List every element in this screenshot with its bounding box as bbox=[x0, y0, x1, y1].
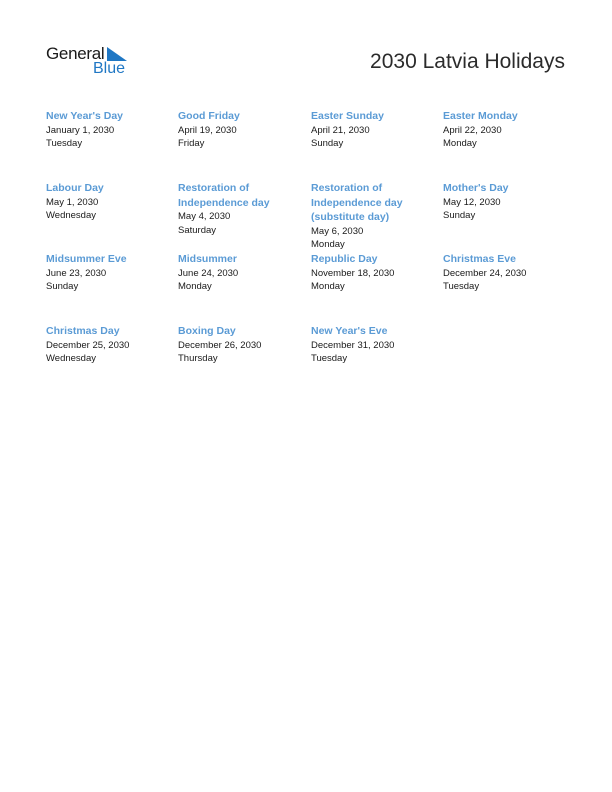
holiday-date: June 24, 2030 bbox=[178, 267, 239, 279]
holiday-weekday: Monday bbox=[443, 138, 477, 149]
holiday-item bbox=[178, 109, 306, 151]
holiday-item bbox=[178, 252, 306, 294]
holiday-name: Mother's Day bbox=[443, 182, 509, 194]
holiday-date: April 19, 2030 bbox=[178, 124, 237, 136]
holiday-item bbox=[46, 181, 174, 223]
holiday-weekday: Thursday bbox=[178, 353, 218, 364]
holiday-weekday: Friday bbox=[178, 138, 205, 149]
holiday-name: Easter Sunday bbox=[311, 110, 384, 122]
holiday-item bbox=[443, 109, 571, 151]
holiday-date: May 6, 2030 bbox=[311, 225, 364, 237]
holiday-name: Good Friday bbox=[178, 110, 240, 122]
holiday-date: January 1, 2030 bbox=[46, 124, 115, 136]
holiday-name: Republic Day bbox=[311, 253, 378, 265]
logo-word-blue: Blue bbox=[93, 60, 126, 77]
holiday-item bbox=[443, 181, 571, 223]
holiday-weekday: Sunday bbox=[311, 138, 344, 149]
holiday-weekday: Monday bbox=[178, 281, 212, 292]
holiday-name: Midsummer Eve bbox=[46, 253, 127, 265]
holiday-name: Labour Day bbox=[46, 182, 104, 194]
holiday-weekday: Tuesday bbox=[443, 281, 480, 292]
holiday-date: December 26, 2030 bbox=[178, 339, 262, 351]
holiday-weekday: Wednesday bbox=[46, 353, 96, 364]
holiday-name: Christmas Eve bbox=[443, 253, 516, 265]
holiday-item bbox=[46, 324, 174, 366]
holiday-date: June 23, 2030 bbox=[46, 267, 107, 279]
logo-word-general: General bbox=[46, 44, 105, 63]
holiday-name: Easter Monday bbox=[443, 110, 518, 122]
holiday-name: New Year's Day bbox=[46, 110, 124, 122]
holiday-weekday: Sunday bbox=[46, 281, 79, 292]
holiday-item bbox=[178, 181, 298, 237]
page-title: 2030 Latvia Holidays bbox=[370, 50, 565, 73]
holiday-name: Christmas Day bbox=[46, 325, 120, 337]
holiday-item bbox=[46, 109, 174, 151]
holiday-name: Boxing Day bbox=[178, 325, 236, 337]
holiday-item bbox=[311, 252, 439, 294]
holiday-date: May 1, 2030 bbox=[46, 196, 99, 208]
holiday-item bbox=[311, 324, 439, 366]
holiday-item bbox=[443, 252, 571, 294]
holiday-name: Restoration of Independence day (substitute day) bbox=[311, 182, 403, 223]
holiday-date: November 18, 2030 bbox=[311, 267, 395, 279]
holiday-item bbox=[46, 252, 174, 294]
holiday-item bbox=[311, 109, 439, 151]
holiday-name: New Year's Eve bbox=[311, 325, 388, 337]
holiday-weekday: Sunday bbox=[443, 210, 476, 221]
holiday-weekday: Tuesday bbox=[46, 138, 83, 149]
holiday-item bbox=[311, 181, 431, 252]
holiday-weekday: Saturday bbox=[178, 224, 217, 236]
holiday-date: December 24, 2030 bbox=[443, 267, 527, 279]
holiday-weekday: Tuesday bbox=[311, 353, 348, 364]
holiday-weekday: Wednesday bbox=[46, 210, 96, 221]
brand-logo bbox=[46, 44, 136, 80]
holiday-date: May 4, 2030 bbox=[178, 211, 231, 222]
holiday-weekday: Monday bbox=[311, 239, 345, 250]
holiday-name: Midsummer bbox=[178, 253, 237, 265]
holiday-date: May 12, 2030 bbox=[443, 196, 501, 208]
holiday-name: Restoration of Independence day bbox=[178, 182, 270, 209]
holiday-item bbox=[178, 324, 306, 366]
holiday-date: December 25, 2030 bbox=[46, 339, 130, 351]
holiday-weekday: Monday bbox=[311, 281, 345, 292]
holiday-date: December 31, 2030 bbox=[311, 339, 395, 351]
holiday-date: April 22, 2030 bbox=[443, 124, 502, 136]
holiday-date: April 21, 2030 bbox=[311, 124, 370, 136]
